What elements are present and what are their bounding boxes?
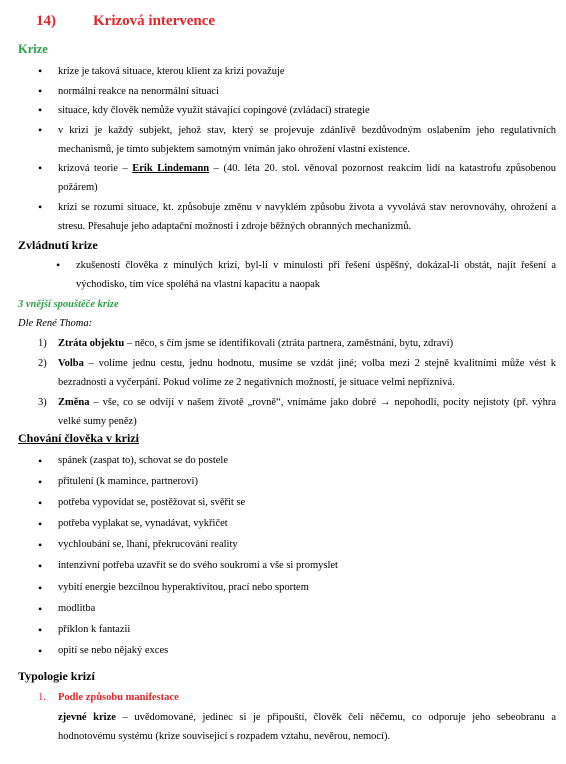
typologie-item-label: Podle způsobu manifestace [58,692,179,703]
krize-list [38,62,556,236]
source-note: Dle René Thoma: [18,318,93,329]
list-item: • situace, kdy člověk nemůže využít stávající copingové (zvládací) strategie [38,101,556,120]
section-heading-chovani: Chování člověka v krizi [18,431,140,445]
list-item-theory: • krizová teorie – Erik Lindemann – (40. léta 20. stol. věnoval pozornost reakcím lidí na katastrofu způsobenou požárem) [38,159,556,197]
list-item: • spánek (zaspat to), schovat se do postele [38,451,556,472]
chovani-list [38,451,556,662]
list-item: • opití se nebo nějaký exces [38,641,556,662]
list-item: • potřeba vypovídat se, postěžovat si, svěřit se [38,493,556,514]
section-heading-krize: Krize [18,42,48,56]
list-item: • přitulení (k mamince, partnerovi) [38,472,556,493]
zjevne-krize-paragraph: zjevné krize – uvědomované, jedinec si je připouští, člověk čelí něčemu, co odporuje jeho sebeobranu a hodnotovému systému (krize související s rozpadem vztahu, nevěrou, nemocí). [58,712,556,742]
list-item: 2) Volba – volíme jednu cestu, jednu hodnotu, musíme se vzdát jiné; volba mezi 2 stejně kvalitními může vést k bezradnosti a vyčerpání. Pokud volíme ze 2 negativních možností, je situace velmi nepříznivá. [38,358,556,388]
section-heading-zvladnuti: Zvládnutí krize [18,238,98,252]
zvladnuti-list [56,256,556,295]
list-item: • normální reakce na nenormální situaci [38,82,556,101]
list-item: • v krizi je každý subjekt, jehož stav, který se projevuje zdánlivě bezdůvodným oslabením jeho regulativních mechanismů, je tímto subjektem samotným vnímán jako ohrožení vlastní existence. [38,121,556,159]
list-item: • příklon k fantazii [38,620,556,641]
typologie-item-1: 1. Podle způsobu manifestace [38,692,179,703]
list-item: • modlitba [38,599,556,620]
list-item: • intenzivní potřeba uzavřít se do svého soukromí a vše si promyslet [38,556,556,577]
title-text: Krizová intervence [93,13,216,29]
list-item: • vybití energie bezcílnou hyperaktivitou, prací nebo sportem [38,578,556,599]
list-item: 3) Změna – vše, co se odvíjí v našem životě „rovně“, vnímáme jako dobré → nepohodlí, pocity nejistoty (př. výhra velké sumy peněz) [38,397,556,427]
list-item: 1) Ztráta objektu – něco, s čím jsme se identifikovali (ztráta partnera, zaměstnání, bytu, zdraví) [38,338,454,349]
list-item: • potřeba vyplakat se, vynadávat, vykřičet [38,514,556,535]
spoustece-list [38,334,556,431]
theory-name: Erik Lindemann [132,163,210,174]
list-item: • krize je taková situace, kterou klient za krizi považuje [38,62,556,81]
title-number: 14) [36,13,56,29]
section-heading-spoustece: 3 vnější spouštěče krize [18,299,119,310]
list-item: • zkušenosti člověka z minulých krizí, byl-li v minulosti při řešení úspěšný, dokázal-li obstát, najít řešení a východisko, tím více spoléhá na vlastní kapacitu a naopak [56,256,556,294]
list-item: • krizi se rozumí situace, kt. způsobuje změnu v navyklém způsobu života a vyvolává stav nerovnováhy, ohrožení a stresu. Přesahuje jeho adaptační možnosti i zdroje běžných obranných mechanizmů. [38,198,556,236]
list-item: • vychloubání se, lhaní, překrucování reality [38,535,556,556]
page-title [36,12,215,31]
section-heading-typologie: Typologie krizí [18,669,95,683]
